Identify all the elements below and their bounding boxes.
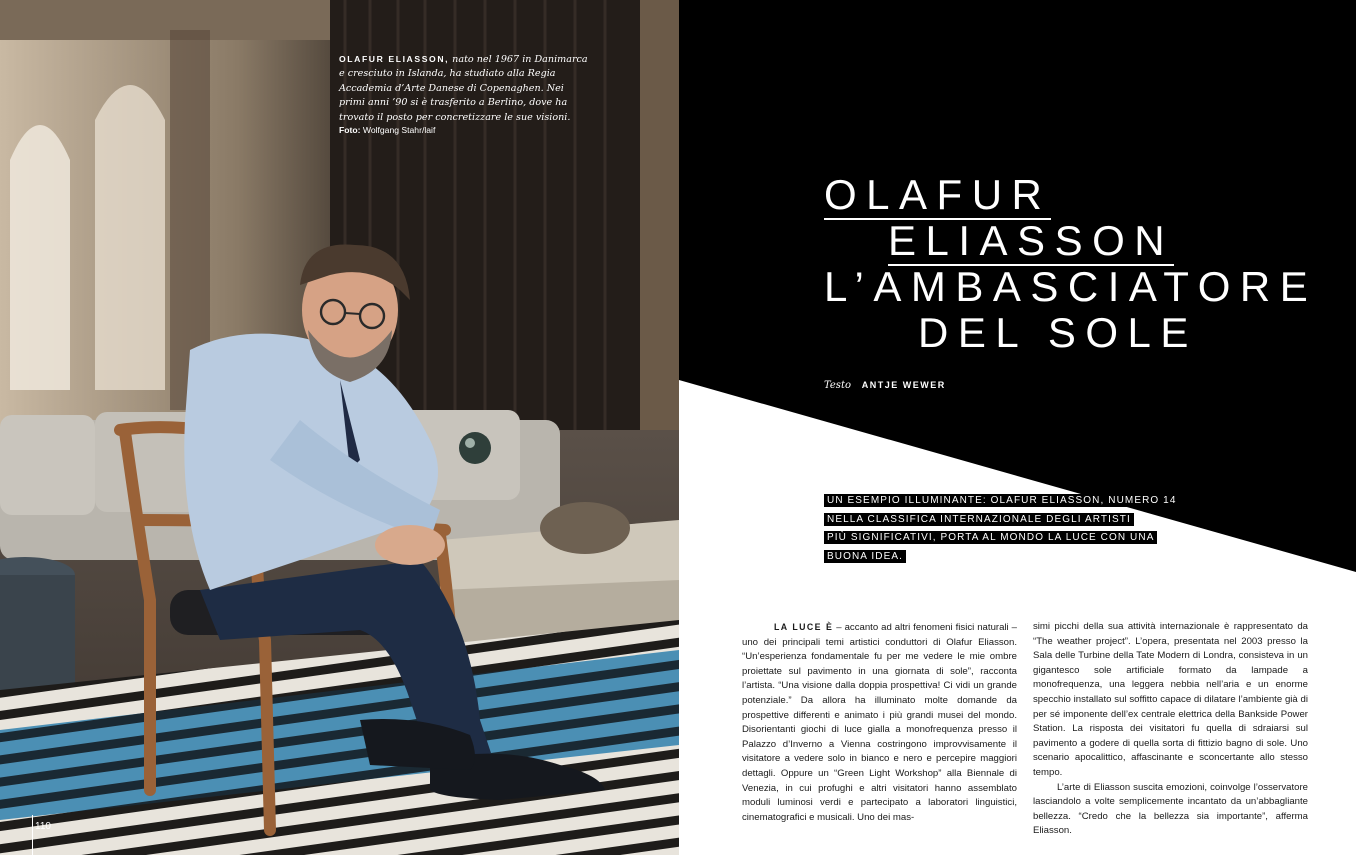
headline-line-4: DEL SOLE [918,309,1198,356]
body-paragraph-3: L’arte di Eliasson suscita emozioni, coinvolge l’osservatore lasciandolo a volte semplicemente incantato da un’abbagliante bellezza. “Credo che la bellezza sia importante”, afferma Eliasson. [1033,781,1308,837]
deck-text [824,492,1184,566]
headline-line-1: OLAFUR [824,171,1052,218]
page-number: 110 [35,821,51,832]
caption-name: OLAFUR ELIASSON, [339,54,450,64]
body-column-2 [1033,620,1308,839]
deck-line-1: UN ESEMPIO ILLUMINANTE: OLAFUR ELIASSON, NUMERO 14 [824,494,1180,507]
body-paragraph-2: simi picchi della sua attività internazionale è rappresentato da “The weather project”. L’opera, presentata nel 2003 presso la Sala delle Turbine della Tate Modern di Londra, consisteva in un gigantesco sole artificiale formato da lampade a monofrequenza, una leggera nebbia nell’aria e un enorme specchio installato sul soffitto capace di dilatare l’ambiente già di per sé imponente dell’ex centrale elettrica della Bankside Power Station. La risposta dei visitatori fu quella di sdraiarsi sul pavimento a godere di quella sorta di fittizio bagno di sole. Uno scenario apocalittico, affascinante e sconcertante allo stesso tempo. [1033,621,1308,778]
photo-caption [339,52,589,125]
body-column-1 [742,620,1017,825]
body-paragraph-1 [742,620,1017,825]
lead-in: LA LUCE È [774,622,834,632]
byline-author: ANTJE WEWER [861,380,946,390]
deck-line-4: BUONA IDEA. [824,550,906,563]
headline-line-2: ELIASSON [888,217,1175,264]
byline [824,380,946,391]
byline-label: Testo [824,380,851,391]
headline [824,172,1317,356]
credit-value: Wolfgang Stahr/laif [362,125,436,135]
deck-line-3: PIÙ SIGNIFICATIVI, PORTA AL MONDO LA LUCE CON UNA [824,531,1157,544]
body-col1-text: – accanto ad altri fenomeni fisici naturali – uno dei principali temi artistici conduttori di Olafur Eliasson. “Un’esperienza fondamentale fu per me vedere le mie ombre proiettate sul pavimento in una giornata di sole”, racconta l’artista. “Una visione dalla doppia prospettiva! Ci vidi un grande potenziale.” Da allora ha illuminato molte domande da prospettive differenti e animato i più grandi musei del mondo. Disorientanti giochi di luce gialla a monofrequenza presso il Palazzo d’Inverno a Vienna costringono improvvisamente il visitatore a vedere solo in bianco e nero e percepire maggiori dettagli. Oppure un “Green Light Workshop” alla Biennale di Venezia, in cui profughi e altri visitatori hanno assemblato moduli luminosi verdi e partecipato a laboratori linguistici, cinematografici e musicali. Uno dei mas- [742,622,1017,823]
photo-credit [339,125,435,135]
deck-line-2: NELLA CLASSIFICA INTERNAZIONALE DEGLI ARTISTI [824,513,1134,526]
headline-line-3: L’AMBASCIATORE [824,263,1318,310]
caption-text: nato nel 1967 in Danimarca e cresciuto in Islanda, ha studiato alla Regia Accademia d’Arte Danese di Copenaghen. Nei primi anni ’90 si è trasferito a Berlino, dove ha trovato il posto per concretizzare le sue visioni. [339,54,588,123]
folio-rule [32,815,33,855]
credit-label: Foto: [339,125,361,135]
